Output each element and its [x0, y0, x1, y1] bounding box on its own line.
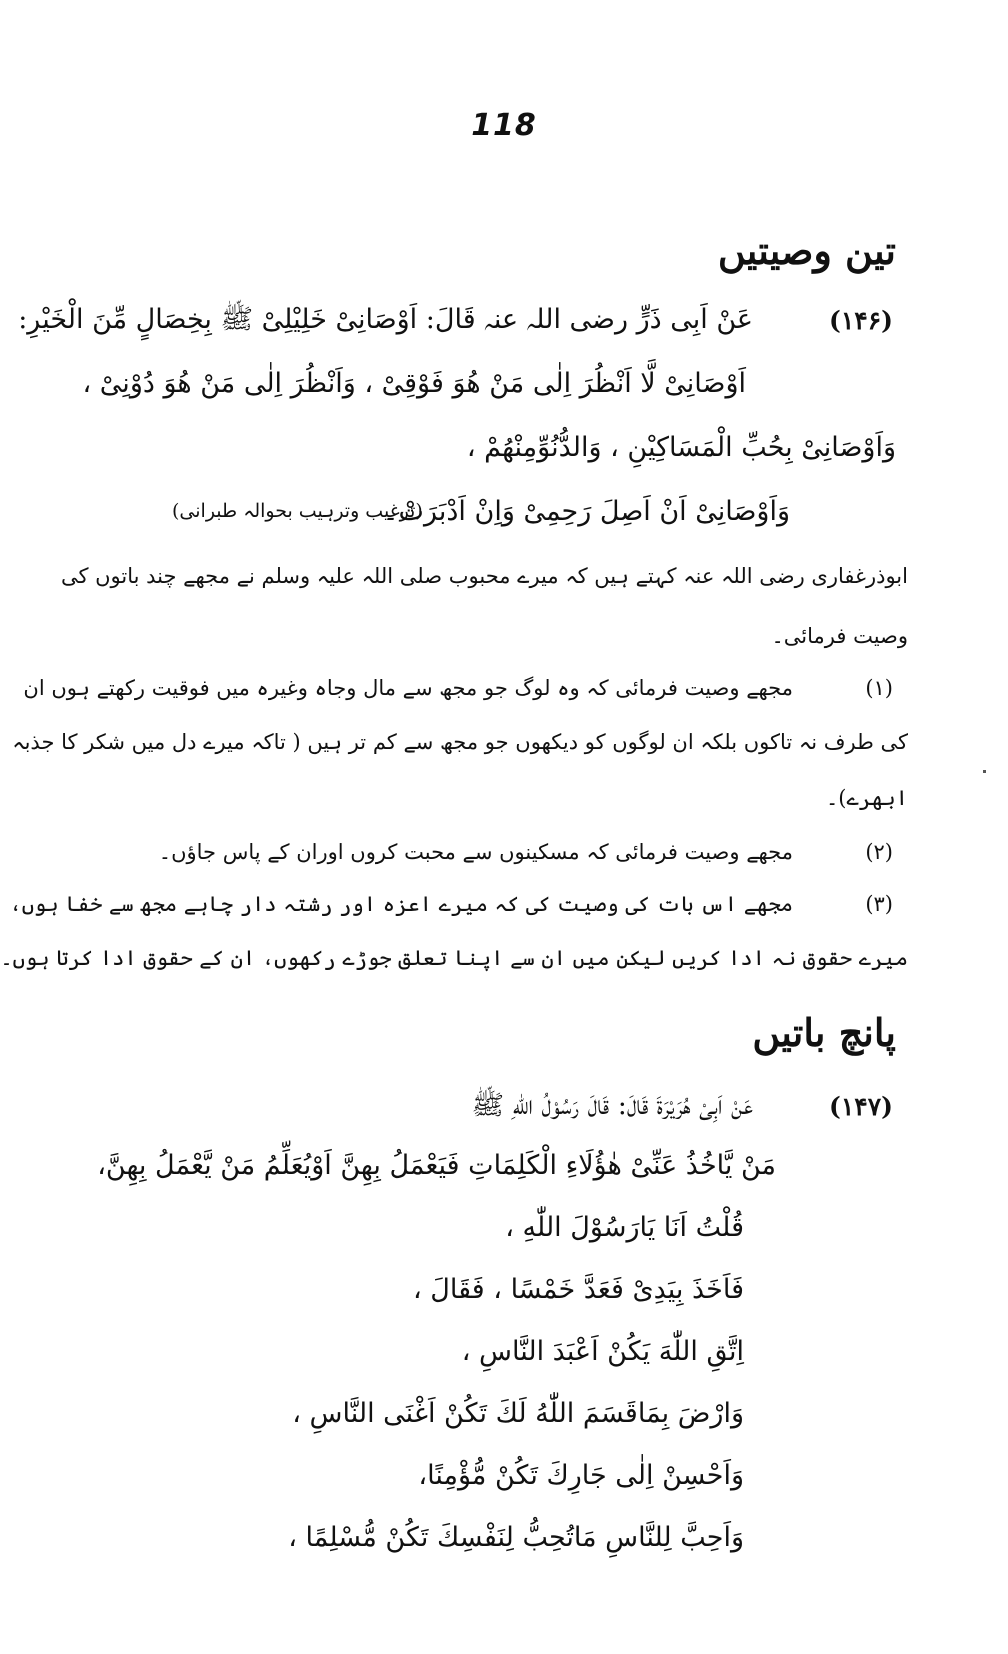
arabic-line: اِتَّقِ اللّٰهَ یَکُنْ اَعْبَدَ النَّاسِ ،: [461, 1336, 744, 1367]
arabic-line: قُلْتُ اَنَا یَارَسُوْلَ اللّٰهِ ،: [505, 1212, 744, 1243]
arabic-line: وَاَحْسِنْ اِلٰی جَارِكَ تَکُنْ مُّؤْمِنًا،: [418, 1460, 744, 1491]
point-line: میرے حقوق نہ ادا کریں لیکن میں ان سے اپنا تعلق جوڑے رکھوں، ان کے حقوق ادا کرتا ہوں۔: [0, 946, 908, 970]
section-heading-three-advices: تین وصیتیں: [717, 228, 896, 273]
translation-line: ابوذرغفاری رضی اللہ عنہ کہتے ہیں کہ میرے محبوب صلی اللہ علیہ وسلم نے مجھے چند باتوں کی: [60, 564, 908, 588]
page-number: 118: [471, 108, 537, 143]
point-line: مجھے وصیت فرمائی کہ مسکینوں سے محبت کروں اوران کے پاس جاؤں۔: [158, 840, 793, 864]
section-heading-five-things: پانچ باتیں: [752, 1010, 896, 1055]
point-line: مجھے وصیت فرمائی کہ وہ لوگ جو مجھ سے مال وجاہ وغیرہ میں فوقیت رکھتے ہوں ان: [23, 676, 793, 700]
hadith-number: (۱۴۷): [829, 1092, 893, 1121]
arabic-line: عَنْ اَبِی ذَرٍّ رضی اللہ عنہ قَالَ: اَوْصَانِیْ خَلِیْلِیْ ﷺ بِخِصَالٍ مِّنَ الْخَیْرِ:: [18, 304, 753, 335]
margin-speck: [983, 770, 986, 773]
arabic-line: مَنْ یَّاخُذُ عَنِّیْ ھٰؤُلَاءِ الْکَلِمَاتِ فَیَعْمَلُ بِھِنَّ اَوْیُعَلِّمُ مَنْ یَّعْمَلُ بِھِنَّ،: [97, 1150, 776, 1181]
arabic-line: عَنْ اَبِیْ ھُرَیْرَةَ قَالَ: قَالَ رَسُوْلُ اللّٰهِ ﷺ: [471, 1090, 753, 1121]
point-number: (۲): [865, 840, 893, 864]
point-line: کی طرف نہ تاکوں بلکہ ان لوگوں کو دیکھوں جو مجھ سے کم تر ہیں ( تاکہ میرے دل میں شکر کا جذبہ: [12, 730, 908, 754]
point-number: (۳): [865, 892, 893, 916]
hadith-number: (۱۴۶): [829, 306, 893, 335]
arabic-line: فَاَخَذَ بِیَدِیْ فَعَدَّ خَمْسًا ، فَقَالَ ،: [412, 1274, 744, 1305]
arabic-line: اَوْصَانِیْ لَّا اَنْظُرَ اِلٰی مَنْ ھُوَ فَوْقِیْ ، وَاَنْظُرَ اِلٰی مَنْ ھُوَ دُوْنِیْ ،: [82, 368, 746, 399]
source-reference: (ترغیب وترہیب بحوالہ طبرانی): [172, 500, 423, 522]
point-line: ابھرے)۔: [825, 786, 908, 810]
arabic-line: وَاَوْصَانِیْ اَنْ اَصِلَ رَحِمِیْ وَاِنْ اَدْبَرَتْ۔: [382, 496, 790, 527]
arabic-line: وَاَوْصَانِیْ بِحُبِّ الْمَسَاکِیْنِ ، وَالدُّنُوِّمِنْھُمْ ،: [466, 432, 896, 463]
translation-line: وصیت فرمائی۔: [771, 624, 908, 648]
point-line: مجھے اس بات کی وصیت کی کہ میرے اعزہ اور رشتہ دار چاہے مجھ سے خفا ہوں،: [9, 892, 793, 916]
point-number: (۱): [865, 676, 893, 700]
arabic-line: وَاَحِبَّ لِلنَّاسِ مَاتُحِبُّ لِنَفْسِكَ تَکُنْ مُّسْلِمًا ،: [288, 1522, 744, 1553]
arabic-line: وَارْضَ بِمَاقَسَمَ اللّٰهُ لَكَ تَکُنْ اَغْنَی النَّاسِ ،: [292, 1398, 744, 1429]
